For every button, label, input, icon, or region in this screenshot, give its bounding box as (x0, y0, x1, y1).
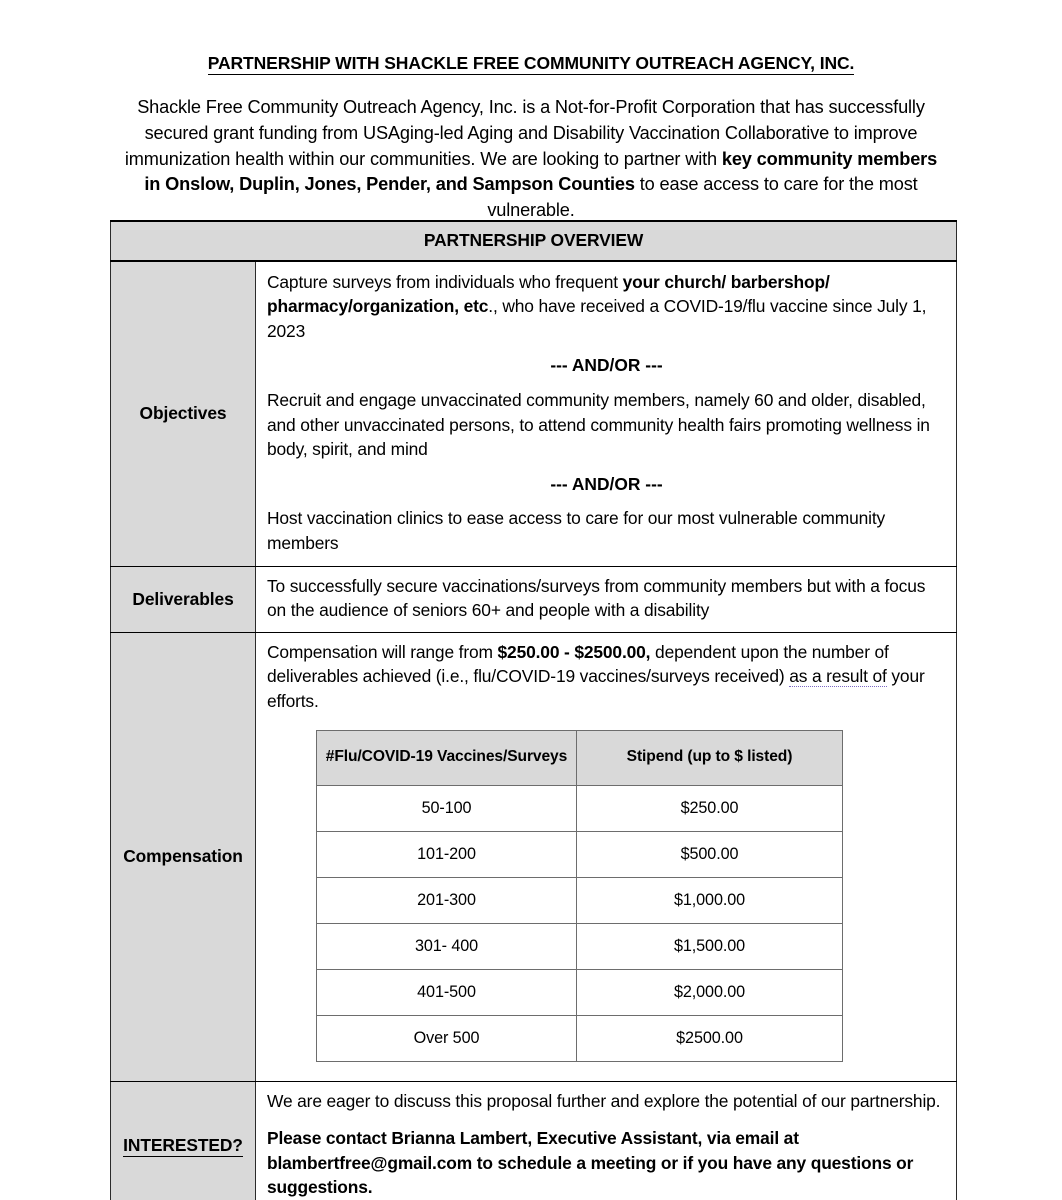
table-row-deliverables (111, 566, 957, 632)
objective-separator-1: --- AND/OR --- (550, 355, 663, 376)
stipend-amount-cell: $250.00 (577, 785, 843, 831)
compensation-intro-pre: Compensation will range from (267, 641, 498, 662)
compensation-intro-mid: dependent upon the number of deliverables achieved (i.e., flu/COVID-19 vaccines/surveys received) (267, 641, 889, 687)
table-row (317, 1015, 843, 1061)
stipend-range-cell: 101-200 (317, 831, 577, 877)
contact-details: Please contact Brianna Lambert, Executive Assistant, via email at blambertfree@gmail.com to schedule a meeting or if you have any questions or suggestions. (267, 1128, 914, 1198)
stipend-amount-cell: $2,000.00 (577, 969, 843, 1015)
stipend-range-cell: 50-100 (317, 785, 577, 831)
stipend-table-body (317, 785, 843, 1061)
page-title (0, 0, 1062, 74)
stipend-table-wrapper (267, 714, 946, 1072)
intro-text-part1: Shackle Free Community Outreach Agency, Inc. is a Not-for-Profit Corporation that has successfully secured grant funding from USAging-led Aging and Disability Vaccination Collaborative to improve immunization health within our communities. We are looking to partner with (124, 97, 925, 169)
stipend-amount-cell: $500.00 (577, 831, 843, 877)
stipend-header-row (317, 730, 843, 785)
intro-text-bold: key community members in Onslow, Duplin, Jones, Pender, and Sampson Counties (144, 148, 938, 195)
row-label-interested (111, 1081, 256, 1200)
table-row (317, 785, 843, 831)
partnership-overview-heading: PARTNERSHIP OVERVIEW (111, 221, 957, 261)
stipend-amount-cell: $2500.00 (577, 1015, 843, 1061)
objective-item-2: Recruit and engage unvaccinated community members, namely 60 and older, disabled, and other unvaccinated persons, to attend community health fairs promoting wellness in body, spirit, and mind (267, 389, 930, 460)
objective-item-1-post: ., who have received a COVID-19/flu vaccine since July 1, 2023 (267, 296, 927, 341)
partnership-overview-table (110, 220, 957, 1200)
intro-text-part2: to ease access to care for the most vulnerable. (487, 174, 918, 221)
row-content-compensation (256, 632, 957, 1081)
compensation-range: $250.00 - $2500.00, (497, 641, 651, 662)
objective-item-1 (267, 270, 946, 344)
stipend-range-cell: 301- 400 (317, 923, 577, 969)
compensation-intro (267, 640, 946, 714)
row-label-compensation: Compensation (111, 632, 256, 1081)
objective-item-3: Host vaccination clinics to ease access to care for our most vulnerable community members (267, 508, 886, 553)
stipend-table (316, 730, 843, 1062)
table-row (317, 923, 843, 969)
compensation-intro-post: your efforts. (267, 666, 925, 711)
objective-item-1-pre: Capture surveys from individuals who frequent (267, 271, 623, 292)
stipend-range-cell: Over 500 (317, 1015, 577, 1061)
intro-paragraph (0, 74, 1062, 224)
row-content-deliverables (256, 566, 957, 632)
objective-item-1-bold: your church/ barbershop/ pharmacy/organization, etc (267, 271, 830, 317)
objective-separator-2: --- AND/OR --- (550, 473, 663, 494)
stipend-column-header-stipend: Stipend (up to $ listed) (577, 730, 843, 785)
stipend-amount-cell: $1,500.00 (577, 923, 843, 969)
table-header-row (111, 221, 957, 261)
row-label-deliverables: Deliverables (111, 566, 256, 632)
stipend-range-cell: 201-300 (317, 877, 577, 923)
table-row (317, 831, 843, 877)
interested-text-2 (267, 1126, 946, 1200)
interested-text-1: We are eager to discuss this proposal further and explore the potential of our partnership. (267, 1090, 941, 1111)
table-row-objectives (111, 261, 957, 566)
row-content-objectives (256, 261, 957, 566)
table-row (317, 969, 843, 1015)
row-label-interested-text: INTERESTED? (123, 1134, 243, 1155)
deliverables-text: To successfully secure vaccinations/surveys from community members but with a focus on the audience of seniors 60+ and people with a disability (267, 575, 926, 621)
stipend-amount-cell: $1,000.00 (577, 877, 843, 923)
stipend-column-header-vaccines: #Flu/COVID-19 Vaccines/Surveys (317, 730, 577, 785)
grammar-suggestion-text[interactable]: as a result of (789, 666, 887, 687)
page-title-text: PARTNERSHIP WITH SHACKLE FREE COMMUNITY OUTREACH AGENCY, INC. (207, 53, 855, 73)
table-row (317, 877, 843, 923)
row-content-interested (256, 1081, 957, 1200)
paragraph-spacer (267, 1113, 946, 1126)
stipend-range-cell: 401-500 (317, 969, 577, 1015)
table-row-compensation (111, 632, 957, 1081)
row-label-objectives: Objectives (111, 261, 256, 566)
table-row-interested (111, 1081, 957, 1200)
